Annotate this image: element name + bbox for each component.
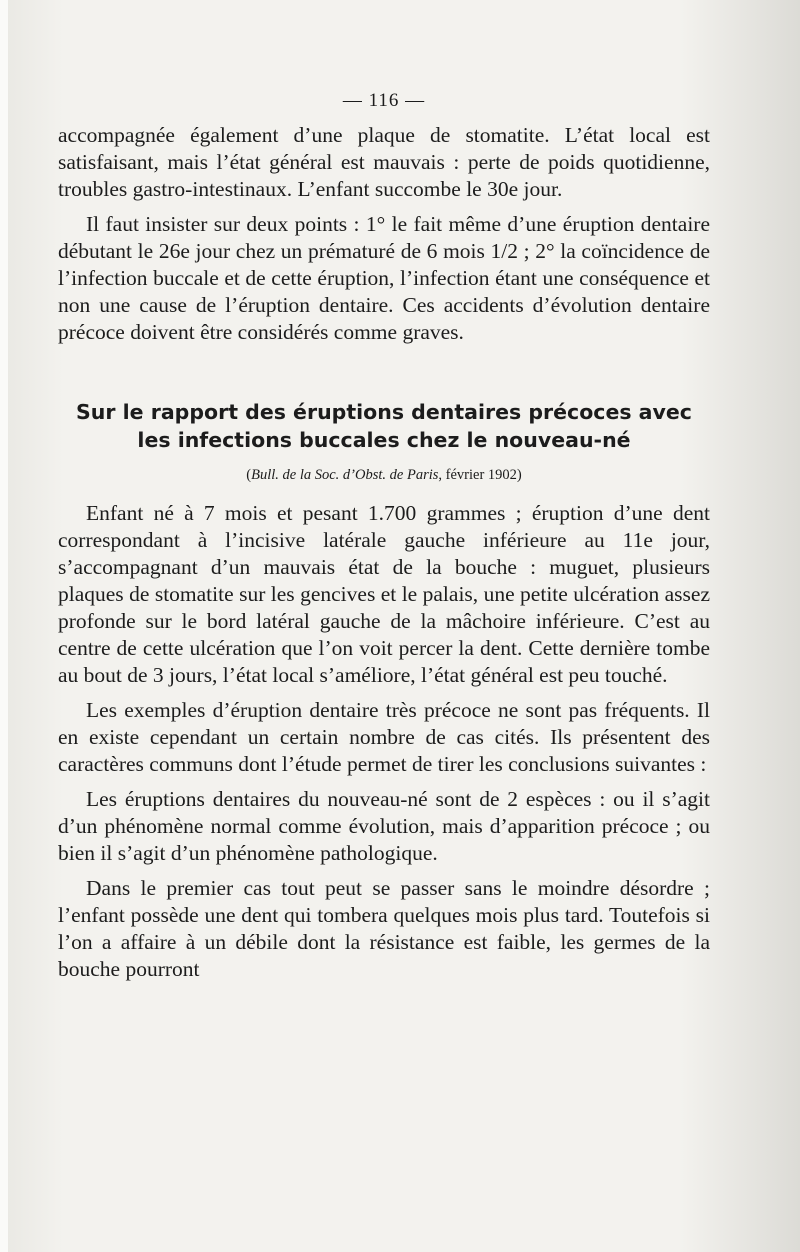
section-heading — [58, 398, 710, 454]
citation-date: , février 1902) — [438, 467, 522, 483]
paragraph-first-case: Dans le premier cas tout peut se passer sans le moindre désordre ; l’enfant possède une dent qui tombera quelques mois plus tard. Toutefois si l’on a affaire à un débile dont la résistance est faible, les germes de la bouche pourront — [58, 876, 710, 981]
citation-source: Bull. de la Soc. d’Obst. de Paris — [251, 467, 439, 483]
citation — [58, 464, 710, 486]
paragraph-examples: Les exemples d’éruption dentaire très précoce ne sont pas fréquents. Il en existe cependant un certain nombre de cas cités. Ils présentent des caractères communs dont l’étude permet de tirer les conclusions suivantes : — [58, 698, 710, 776]
paragraph-continuation: accompagnée également d’une plaque de stomatite. L’état local est satisfaisant, mais l’état général est mauvais : perte de poids quotidienne, troubles gastro-intestinaux. L’enfant succombe le 30e jour. — [58, 123, 710, 201]
paragraph-case: Enfant né à 7 mois et pesant 1.700 grammes ; éruption d’une dent correspondant à l’incisive latérale gauche inférieure au 11e jour, s’accompagnant d’un mauvais état de la bouche : muguet, plusieurs plaques de stomatite sur les gencives et le palais, une petite ulcération assez profonde sur le bord latéral gauche de la mâchoire inférieure. C’est au centre de cette ulcération que l’on voit percer la dent. Cette dernière tombe au bout de 3 jours, l’état local s’améliore, l’état général est peu touché. — [58, 501, 710, 687]
paragraph-two-kinds: Les éruptions dentaires du nouveau-né sont de 2 espèces : ou il s’agit d’un phénomène normal comme évolution, mais d’apparition précoce ; ou bien il s’agit d’un phénomène pathologique. — [58, 787, 710, 865]
page-content — [58, 88, 710, 983]
page-left-edge — [0, 0, 8, 1252]
paragraph-conclusion: Il faut insister sur deux points : 1° le fait même d’une éruption dentaire débutant le 26e jour chez un prématuré de 6 mois 1/2 ; 2° la coïncidence de l’infection buccale et de cette éruption, l’infection étant une conséquence et non une cause de l’éruption dentaire. Ces accidents d’évolution dentaire précoce doivent être considérés comme graves. — [58, 212, 710, 344]
section-heading-line-1: Sur le rapport des éruptions dentaires précoces avec — [76, 400, 692, 424]
citation-open: ( — [246, 467, 252, 483]
page-number: — 116 — — [342, 90, 426, 111]
section-heading-line-2: les infections buccales chez le nouveau-né — [137, 428, 631, 452]
